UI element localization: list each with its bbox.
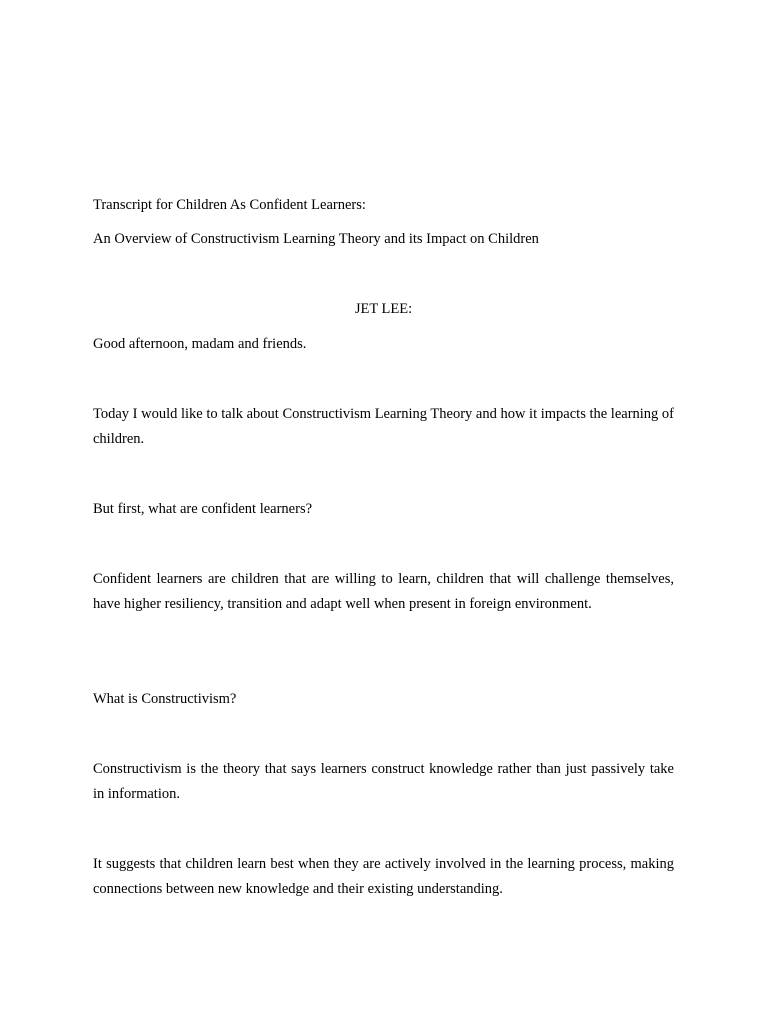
speaker-name: JET LEE: <box>354 301 413 317</box>
title-line-2: An Overview of Constructivism Learning Theory and its Impact on Children <box>93 231 539 247</box>
paragraph-constructivism-definition: Constructivism is the theory that says learners construct knowledge rather than just passively take in information. <box>93 761 674 802</box>
paragraph-confident-definition: Confident learners are children that are willing to learn, children that will challenge themselves, have higher resiliency, transition and adapt well when present in foreign environment. <box>93 571 674 612</box>
title-line-1: Transcript for Children As Confident Learners: <box>93 197 366 213</box>
paragraph-question-constructivism: What is Constructivism? <box>93 691 237 707</box>
paragraph-greeting: Good afternoon, madam and friends. <box>93 336 307 352</box>
paragraph-active-learning: It suggests that children learn best when they are actively involved in the learning process, making connections between new knowledge and their existing understanding. <box>93 856 674 897</box>
paragraph-intro: Today I would like to talk about Constructivism Learning Theory and how it impacts the learning of children. <box>93 406 675 447</box>
paragraph-question-confident: But first, what are confident learners? <box>93 501 313 517</box>
